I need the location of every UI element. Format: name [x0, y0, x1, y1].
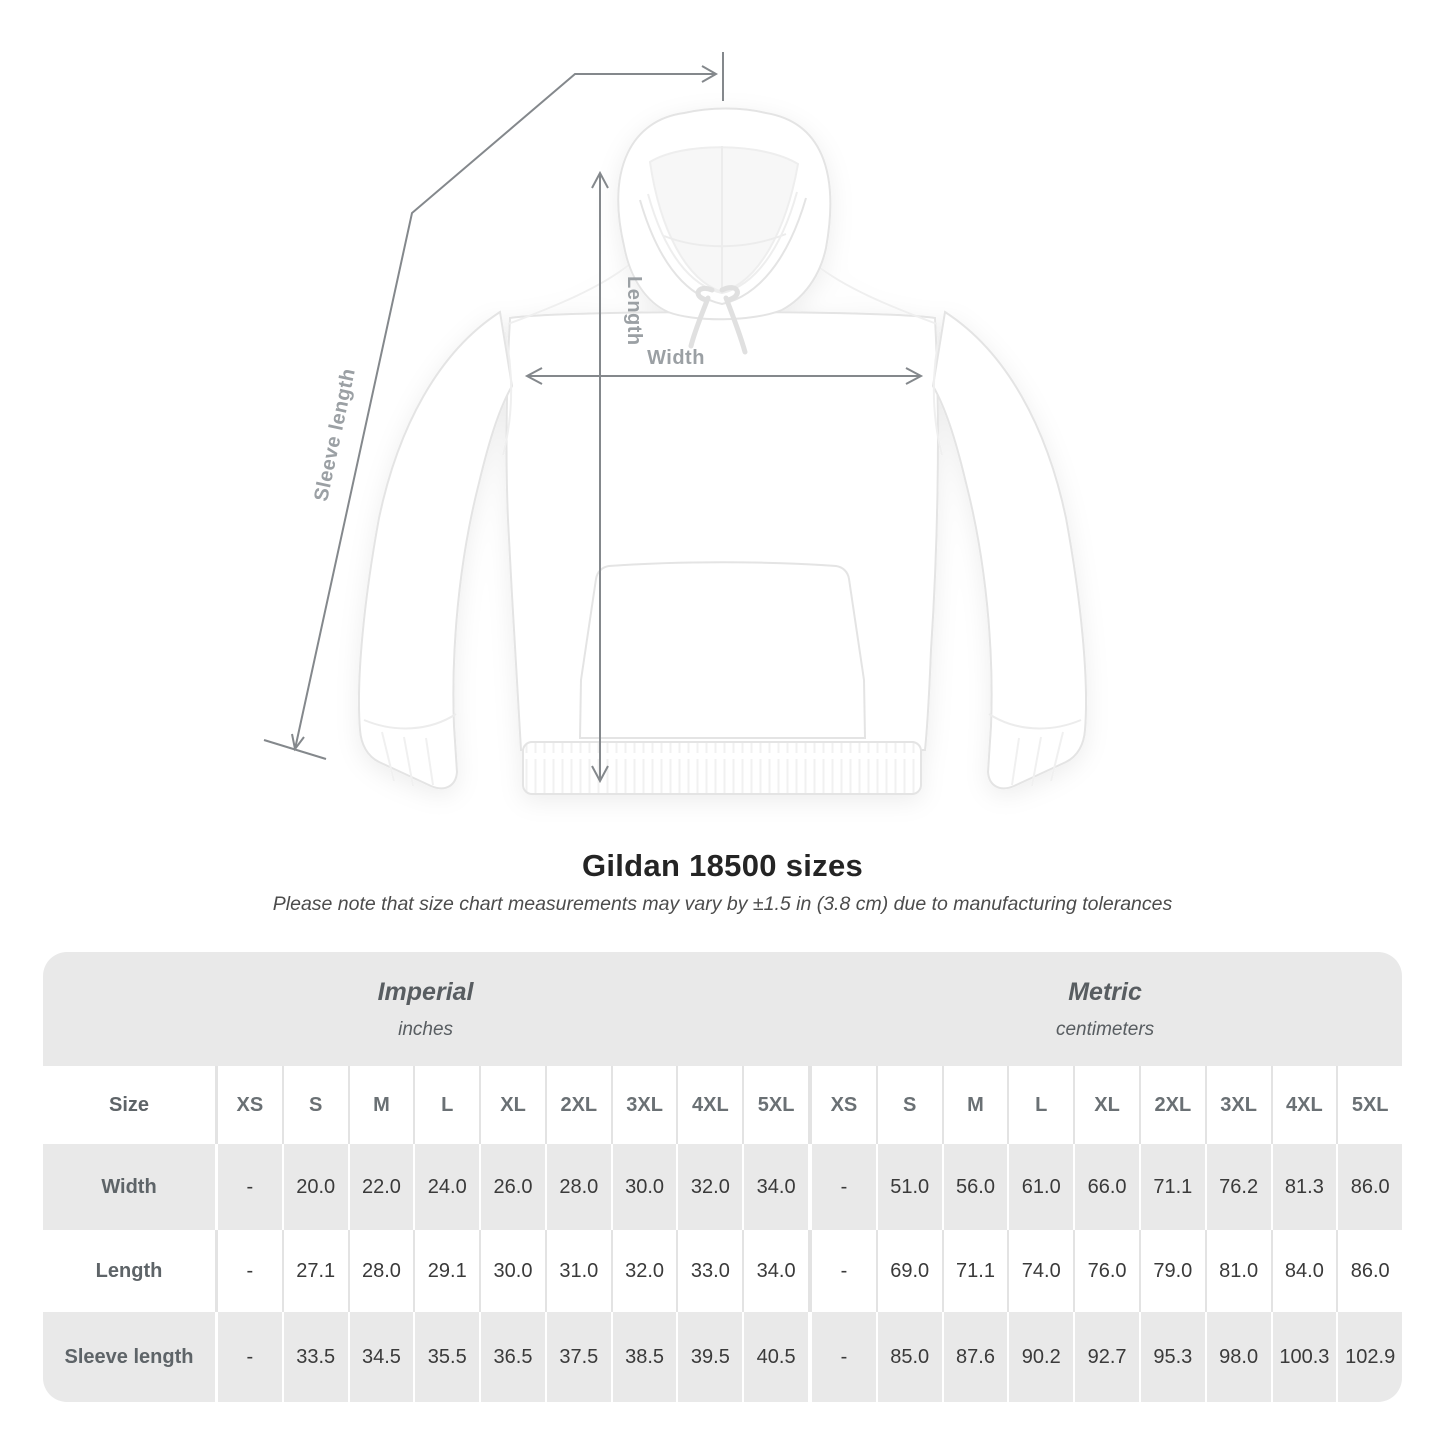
- value-cell: -: [808, 1312, 876, 1402]
- hoodie-illustration: [359, 109, 1086, 795]
- value-cell: 69.0: [876, 1230, 942, 1312]
- metric-group-header: [808, 952, 1402, 1066]
- value-cell: 81.3: [1271, 1144, 1337, 1230]
- width-label: Width: [647, 347, 705, 369]
- value-cell: 74.0: [1007, 1230, 1073, 1312]
- size-col-header: M: [348, 1066, 414, 1144]
- value-cell: 33.5: [282, 1312, 348, 1402]
- row-label: Sleeve length: [64, 1345, 194, 1368]
- value-cell: -: [215, 1230, 282, 1312]
- size-col-header: XS: [215, 1066, 282, 1144]
- size-col-header: 2XL: [545, 1066, 611, 1144]
- size-col-header: 4XL: [1271, 1066, 1337, 1144]
- value-cell: 86.0: [1336, 1144, 1402, 1230]
- value-cell: 27.1: [282, 1230, 348, 1312]
- page-title: Gildan 18500 sizes: [581, 848, 864, 883]
- value-cell: 40.5: [742, 1312, 808, 1402]
- value-cell: 36.5: [479, 1312, 545, 1402]
- value-cell: 32.0: [611, 1230, 677, 1312]
- value-cell: 33.0: [676, 1230, 742, 1312]
- row-label: Width: [101, 1175, 157, 1198]
- value-cell: 95.3: [1139, 1312, 1205, 1402]
- value-cell: -: [808, 1230, 876, 1312]
- hoodie-pocket: [580, 562, 865, 738]
- value-cell: 26.0: [479, 1144, 545, 1230]
- size-col-header: 3XL: [611, 1066, 677, 1144]
- size-chart-table: [43, 952, 1402, 1402]
- value-cell: 71.1: [942, 1230, 1008, 1312]
- size-col-header: S: [282, 1066, 348, 1144]
- tolerance-note: Please note that size chart measurements may vary by ±1.5 in (3.8 cm) due to manufacturing tolerances: [272, 893, 1173, 915]
- value-cell: 34.0: [742, 1230, 808, 1312]
- row-label: Length: [95, 1259, 163, 1282]
- length-label: Length: [623, 276, 645, 346]
- value-cell: 61.0: [1007, 1144, 1073, 1230]
- size-col-header: 5XL: [742, 1066, 808, 1144]
- value-cell: 34.5: [348, 1312, 414, 1402]
- value-cell: -: [215, 1312, 282, 1402]
- imperial-group-header: [43, 952, 808, 1066]
- value-cell: 31.0: [545, 1230, 611, 1312]
- size-col-header: 2XL: [1139, 1066, 1205, 1144]
- metric-subtitle: centimeters: [1055, 1018, 1155, 1040]
- size-col-header: L: [413, 1066, 479, 1144]
- value-cell: 90.2: [1007, 1312, 1073, 1402]
- value-cell: 81.0: [1205, 1230, 1271, 1312]
- value-cell: 22.0: [348, 1144, 414, 1230]
- size-col-header: S: [876, 1066, 942, 1144]
- value-cell: 71.1: [1139, 1144, 1205, 1230]
- value-cell: 85.0: [876, 1312, 942, 1402]
- value-cell: 51.0: [876, 1144, 942, 1230]
- size-col-header: XS: [808, 1066, 876, 1144]
- size-col-header: XL: [1073, 1066, 1139, 1144]
- value-cell: 35.5: [413, 1312, 479, 1402]
- width-row: [43, 1144, 1402, 1230]
- hoodie-hem-band: [523, 742, 921, 794]
- value-cell: 79.0: [1139, 1230, 1205, 1312]
- value-cell: 38.5: [611, 1312, 677, 1402]
- value-cell: 28.0: [545, 1144, 611, 1230]
- sleeve-length-label: Sleeve length: [310, 366, 360, 504]
- value-cell: 32.0: [676, 1144, 742, 1230]
- value-cell: 102.9: [1336, 1312, 1402, 1402]
- size-header-row: [43, 1066, 1402, 1144]
- length-row: [43, 1230, 1402, 1312]
- value-cell: 98.0: [1205, 1312, 1271, 1402]
- value-cell: 87.6: [942, 1312, 1008, 1402]
- value-cell: 76.0: [1073, 1230, 1139, 1312]
- value-cell: 66.0: [1073, 1144, 1139, 1230]
- value-cell: 100.3: [1271, 1312, 1337, 1402]
- size-col-header: L: [1007, 1066, 1073, 1144]
- value-cell: 30.0: [611, 1144, 677, 1230]
- value-cell: 24.0: [413, 1144, 479, 1230]
- sleeve-length-row: [43, 1312, 1402, 1402]
- value-cell: 86.0: [1336, 1230, 1402, 1312]
- value-cell: 76.2: [1205, 1144, 1271, 1230]
- size-col-header: 4XL: [676, 1066, 742, 1144]
- value-cell: 39.5: [676, 1312, 742, 1402]
- metric-title: Metric: [1068, 977, 1142, 1006]
- sleeve-bottom-tick: [264, 740, 326, 759]
- size-col-header: M: [942, 1066, 1008, 1144]
- value-cell: 92.7: [1073, 1312, 1139, 1402]
- value-cell: 34.0: [742, 1144, 808, 1230]
- value-cell: 37.5: [545, 1312, 611, 1402]
- imperial-subtitle: inches: [398, 1018, 454, 1040]
- value-cell: 28.0: [348, 1230, 414, 1312]
- value-cell: 20.0: [282, 1144, 348, 1230]
- value-cell: 30.0: [479, 1230, 545, 1312]
- size-col-header: XL: [479, 1066, 545, 1144]
- value-cell: 29.1: [413, 1230, 479, 1312]
- value-cell: 56.0: [942, 1144, 1008, 1230]
- size-col-header: 5XL: [1336, 1066, 1402, 1144]
- size-col-header: 3XL: [1205, 1066, 1271, 1144]
- value-cell: -: [215, 1144, 282, 1230]
- size-corner-label: Size: [108, 1093, 150, 1116]
- value-cell: 84.0: [1271, 1230, 1337, 1312]
- imperial-title: Imperial: [377, 977, 474, 1006]
- value-cell: -: [808, 1144, 876, 1230]
- unit-groups-band: [43, 952, 1402, 1066]
